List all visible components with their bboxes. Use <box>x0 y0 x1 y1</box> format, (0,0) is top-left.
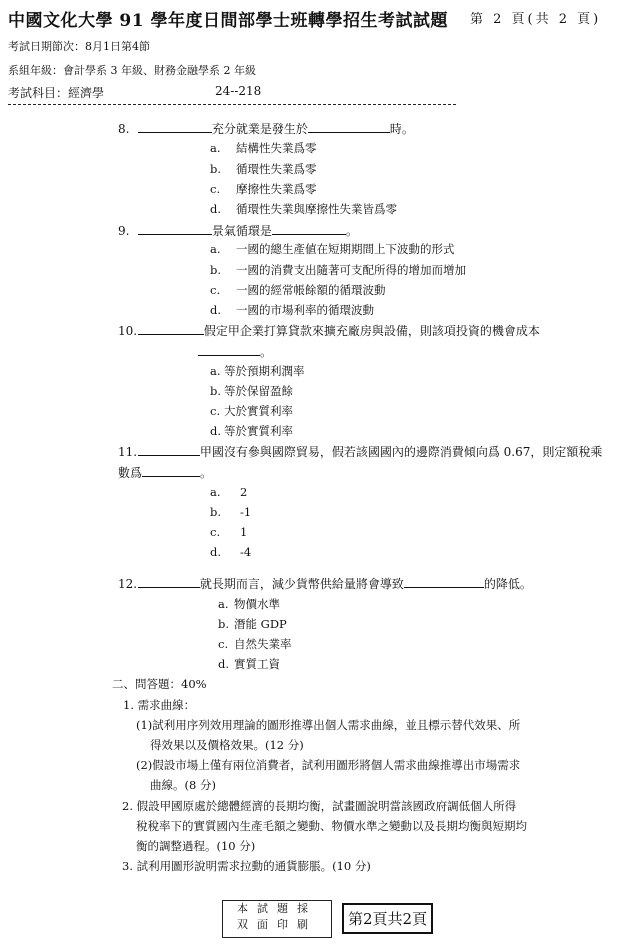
page-indicator: 第 2 頁(共 2 頁) <box>470 12 602 27</box>
question-9: 9. 景氣循環是 。 <box>118 224 358 238</box>
question-10: 10. 假定甲企業打算貸款來擴充廠房與設備，則該項投資的機會成本 <box>118 324 540 338</box>
exam-code: 24--218 <box>215 84 262 98</box>
question-10-cont: 。 <box>198 343 272 360</box>
essay-q1-title: 1. 需求曲線： <box>123 698 196 712</box>
option-12c: c. 自然失業率 <box>218 637 292 651</box>
option-8c: c. 摩擦性失業爲零 <box>210 182 317 196</box>
essay-q3: 3. 試利用圖形說明需求拉動的通貨膨脹。(10 分) <box>122 859 371 873</box>
question-12: 12. 就長期而言，減少貨幣供給量將會導致 的降低。 <box>118 577 532 591</box>
option-8b: b. 循環性失業爲零 <box>210 162 317 176</box>
fill-blank <box>142 465 200 477</box>
option-12b: b. 潛能 GDP <box>218 617 287 631</box>
exam-subject: 考試科目：經濟學 <box>8 86 105 100</box>
header-divider <box>8 104 456 105</box>
option-11d: d. -4 <box>210 545 252 559</box>
question-11: 11. 甲國沒有參與國際貿易，假若該國國內的邊際消費傾向爲 0.67，則定額稅乘數爲 。 <box>118 445 603 480</box>
option-9a: a. 一國的總生產値在短期期間上下波動的形式 <box>210 242 455 256</box>
option-8a: a. 結構性失業爲零 <box>210 141 317 155</box>
exam-title: 中國文化大學 91 學年度日間部學士班轉學招生考試試題 <box>8 11 448 31</box>
option-9b: b. 一國的消費支出隨著可支配所得的增加而增加 <box>210 263 466 277</box>
option-9c: c. 一國的經常帳餘額的循環波動 <box>210 283 386 297</box>
option-10a: a. 等於預期利潤率 <box>210 364 305 378</box>
option-10c: c. 大於實質利率 <box>210 404 293 418</box>
essay-q2-line2: 稅稅率下的實質國內生產毛額之變動、物價水準之變動以及長期均衡與短期均 <box>136 819 527 833</box>
fill-blank <box>404 576 484 588</box>
essay-q1-1-line2: 得效果以及價格效果。(12 分) <box>150 738 304 752</box>
option-8d: d. 循環性失業與摩擦性失業皆爲零 <box>210 202 397 216</box>
fill-blank <box>272 223 346 235</box>
essay-q1-2-line1: (2)假設市場上僅有兩位消費者，試利用圖形將個人需求曲線推導出市場需求 <box>136 758 521 772</box>
option-11c: c. 1 <box>210 525 248 539</box>
print-stamp: 本試題採 双面印刷 <box>222 900 332 938</box>
section-heading: 二、問答題：40% <box>112 677 207 691</box>
option-10b: b. 等於保留盈餘 <box>210 384 293 398</box>
fill-blank <box>198 344 260 356</box>
essay-q2-line1: 2. 假設甲國原處於總體經濟的長期均衡，試畫圖說明當該國政府調低個人所得 <box>122 799 517 813</box>
essay-q1-2-line2: 曲線。(8 分) <box>150 778 216 792</box>
essay-q1-1-line1: (1)試利用序列效用理論的圖形推導出個人需求曲線，並且標示替代效果、所 <box>136 718 521 732</box>
option-12d: d. 實質工資 <box>218 657 280 671</box>
fill-blank <box>308 121 390 133</box>
answer-blank <box>138 576 200 588</box>
answer-blank <box>138 121 212 133</box>
essay-q2-line3: 衡的調整過程。(10 分) <box>136 839 256 853</box>
answer-blank <box>138 223 212 235</box>
option-11a: a. 2 <box>210 485 248 499</box>
departments: 系組年級：會計學系 3 年級、財務金融學系 2 年級 <box>8 64 256 77</box>
option-12a: a. 物價水準 <box>218 597 280 611</box>
answer-blank <box>138 323 204 335</box>
option-10d: d. 等於實質利率 <box>210 424 293 438</box>
option-11b: b. -1 <box>210 505 252 519</box>
answer-blank <box>138 444 200 456</box>
option-9d: d. 一國的市場利率的循環波動 <box>210 303 374 317</box>
page-box: 第2頁共2頁 <box>342 903 433 934</box>
exam-time: 考試日期節次：8月1日第4節 <box>8 40 150 53</box>
question-8: 8. 充分就業是發生於 時。 <box>118 122 414 136</box>
